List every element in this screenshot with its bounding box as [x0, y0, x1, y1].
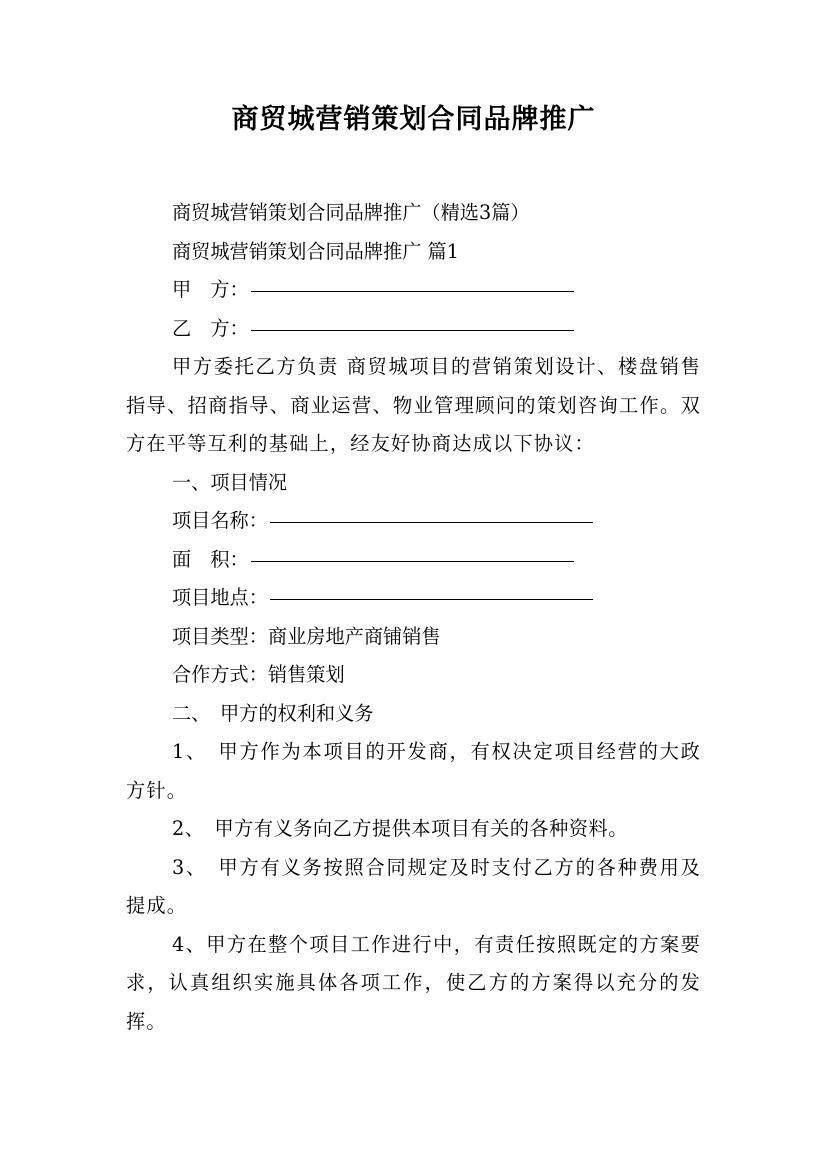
part-heading-line [126, 233, 701, 272]
cooperation-mode-line [126, 656, 701, 695]
item-3: 3、 甲方有义务按照合同规定及时支付乙方的各种费用及提成。 [126, 855, 701, 917]
section1-heading: 一、项目情况 [172, 470, 288, 494]
party-b-label: 乙 方： [172, 316, 249, 340]
subtitle-line [126, 194, 701, 233]
item-1: 1、 甲方作为本项目的开发商，有权决定项目经营的大政方针。 [126, 740, 701, 802]
project-name-blank [270, 500, 593, 523]
document-body [126, 194, 701, 1041]
cooperation-mode: 合作方式：销售策划 [172, 663, 345, 686]
party-a-label: 甲 方： [172, 278, 249, 301]
project-name-line [126, 502, 701, 541]
section2-heading-line [126, 695, 701, 734]
document-title: 商贸城营销策划合同品牌推广 [231, 104, 596, 135]
area-line [126, 541, 701, 580]
project-location-blank [270, 577, 593, 600]
section1-heading-line [126, 464, 701, 503]
document-subtitle: 商贸城营销策划合同品牌推广（精选3篇） [172, 201, 530, 224]
project-type: 项目类型：商业房地产商铺销售 [172, 624, 441, 648]
item-4: 4、甲方在整个项目工作进行中，有责任按照既定的方案要求，认真组织实施具体各项工作，使乙方的方案得以充分的发挥。 [126, 932, 701, 1033]
party-a-line [126, 271, 701, 310]
part-heading: 商贸城营销策划合同品牌推广 篇1 [172, 239, 459, 263]
party-b-line [126, 310, 701, 349]
party-b-blank [251, 308, 574, 331]
project-type-line [126, 618, 701, 657]
party-a-blank [251, 269, 574, 292]
area-label: 面 积： [172, 547, 249, 571]
project-location-line [126, 579, 701, 618]
project-name-label: 项目名称： [172, 509, 268, 532]
item-2: 2、 甲方有义务向乙方提供本项目有关的各种资料。 [172, 817, 628, 840]
section2-heading: 二、 甲方的权利和义务 [172, 701, 374, 725]
project-location-label: 项目地点： [172, 586, 268, 609]
area-blank [251, 539, 574, 562]
intro-paragraph: 甲方委托乙方负责 商贸城项目的营销策划设计、楼盘销售指导、招商指导、商业运营、物业管理顾问的策划咨询工作。双方在平等互利的基础上，经友好协商达成以下协议： [126, 355, 701, 455]
